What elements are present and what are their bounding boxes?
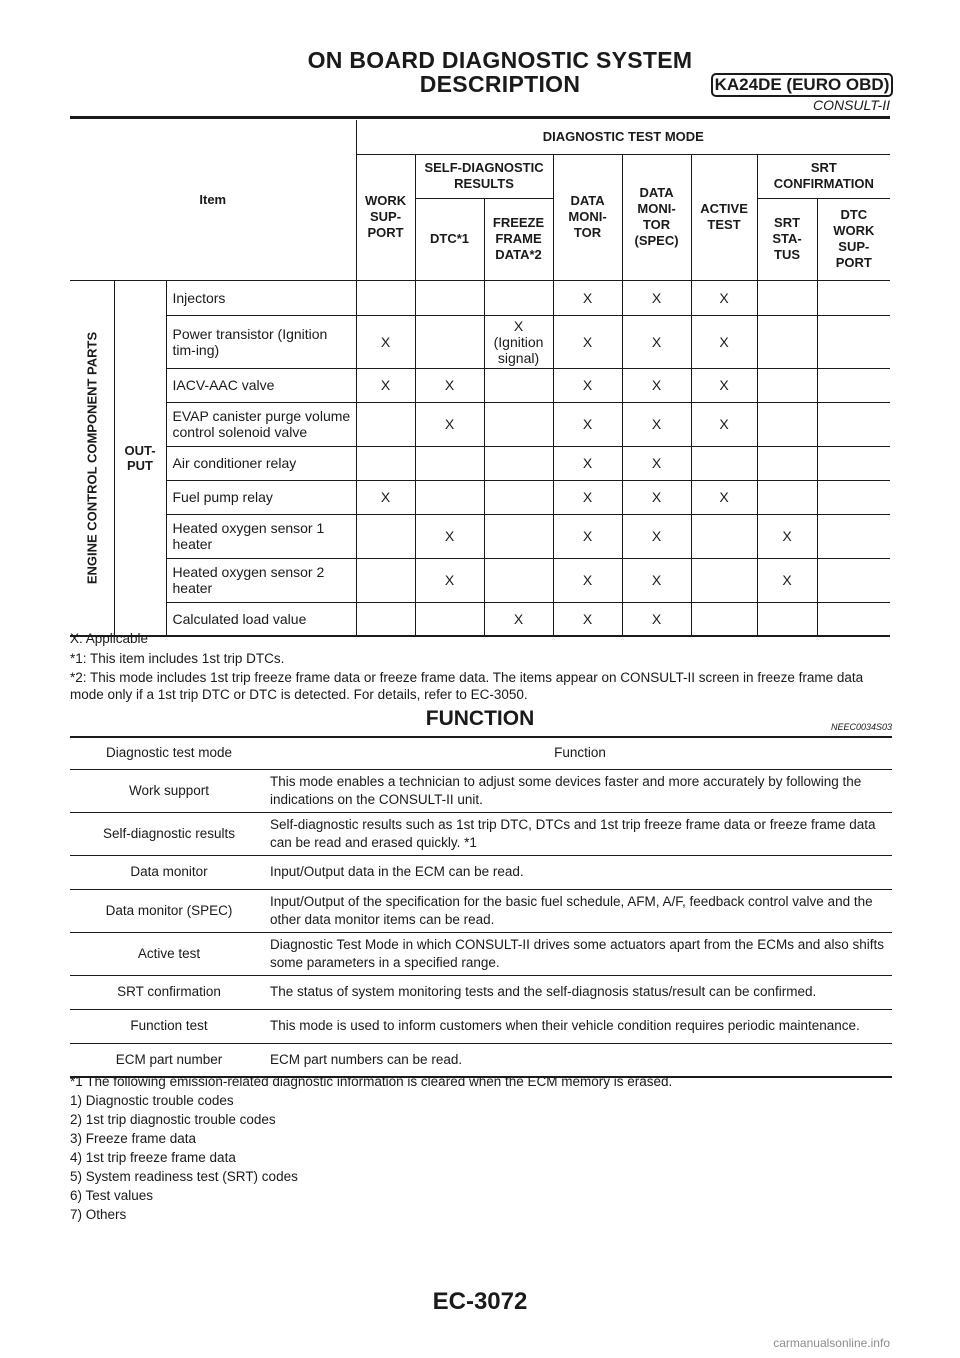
mode-name: Self-diagnostic results [70,812,268,855]
table-row [70,558,890,602]
data-monitor-spec-header: DATA MONI-TOR (SPEC) [622,154,691,280]
mode-name: Active test [70,932,268,975]
list-item: 1) Diagnostic trouble codes [70,1093,234,1108]
function-row [70,855,892,889]
srt-status-header: SRT STA-TUS [757,198,817,280]
component-name: Injectors [166,280,356,315]
applicability-cell: X [553,280,622,315]
function-table [70,736,892,1078]
applicability-cell [757,280,817,315]
applicability-cell [817,446,890,480]
applicability-cell: X [757,514,817,558]
header-rule [70,116,890,119]
list-item: 5) System readiness test (SRT) codes [70,1169,298,1184]
list-item: 2) 1st trip diagnostic trouble codes [70,1112,276,1127]
component-name: Air conditioner relay [166,446,356,480]
component-name: IACV-AAC valve [166,368,356,402]
applicability-cell: X [691,368,757,402]
applicability-cell: X [622,480,691,514]
applicability-cell [817,402,890,446]
applicability-cell [757,315,817,368]
list-item: 4) 1st trip freeze frame data [70,1150,236,1165]
applicability-cell [691,514,757,558]
page-title-line2: DESCRIPTION [419,71,581,97]
table-row [70,368,890,402]
applicability-cell: X [356,315,415,368]
mode-name: Data monitor (SPEC) [70,889,268,932]
self-diagnostic-header: SELF-DIAGNOSTIC RESULTS [415,154,553,198]
footnote-1: *1: This item includes 1st trip DTCs. [70,651,285,666]
applicability-cell [757,446,817,480]
applicability-cell: X [356,480,415,514]
mode-name: SRT confirmation [70,975,268,1009]
applicability-cell [415,280,484,315]
applicability-cell: X [622,602,691,636]
group-label: ENGINE CONTROL COMPONENT PARTS [84,331,100,584]
erase-list [70,1091,672,1224]
applicability-cell: X [691,402,757,446]
mode-name: Function test [70,1009,268,1043]
applicability-cell: X [415,558,484,602]
function-description: Input/Output data in the ECM can be read. [268,855,892,889]
list-item: 6) Test values [70,1188,154,1203]
applicability-cell: X [553,368,622,402]
applicability-cell: X [622,446,691,480]
applicability-cell [484,402,553,446]
mode-name: Work support [70,769,268,812]
applicability-cell: X [484,602,553,636]
applicability-cell: X [691,480,757,514]
function-description: Self-diagnostic results such as 1st trip DTC, DTCs and 1st trip freeze frame data or freeze frame data can be read and erased quickly. *1 [268,812,892,855]
function-table-body [70,769,892,1077]
diagnostic-mode-table [70,120,890,637]
applicability-cell [484,558,553,602]
section-subtitle: CONSULT-II [812,97,890,113]
applicability-cell [757,480,817,514]
applicability-cell [757,402,817,446]
function-table-header-row [70,737,892,769]
applicability-cell [817,558,890,602]
applicability-cell: X [415,514,484,558]
component-name: Power transistor (Ignition tim-ing) [166,315,356,368]
item-header: Item [70,120,356,280]
applicability-cell [415,315,484,368]
applicability-cell: X (Ignition signal) [484,315,553,368]
footnote-2: *2: This mode includes 1st trip freeze frame data or freeze frame data. The items appear on CONSULT-II screen in freeze frame data mode only if a 1st trip DTC or DTC is detected. For details, refer to EC-3050. [70,670,864,702]
output-label: OUT-PUT [114,280,166,636]
applicability-cell: X [415,402,484,446]
applicability-cell [817,280,890,315]
applicability-cell [415,480,484,514]
applicability-cell: X [356,368,415,402]
applicability-cell [691,558,757,602]
applicability-cell [356,558,415,602]
table-row [70,480,890,514]
test-mode-header: DIAGNOSTIC TEST MODE [356,120,890,154]
applicability-cell [817,480,890,514]
function-row [70,889,892,932]
function-description: This mode enables a technician to adjust some devices faster and more accurately by following the indications on the CONSULT-II unit. [268,769,892,812]
applicability-cell [356,446,415,480]
applicability-cell [484,480,553,514]
applicability-cell: X [622,514,691,558]
dtc-header: DTC*1 [415,198,484,280]
function-title: FUNCTION [425,707,535,730]
srt-confirmation-header: SRT CONFIRMATION [757,154,890,198]
erase-intro: *1 The following emission-related diagnostic information is cleared when the ECM memory is erased. [70,1074,673,1089]
list-item: 7) Others [70,1207,127,1222]
main-table-body [70,280,890,636]
mode-name: Data monitor [70,855,268,889]
applicability-cell: X [622,402,691,446]
applicability-cell: X [622,558,691,602]
erase-note [70,1072,672,1224]
function-description: Diagnostic Test Mode in which CONSULT-II drives some actuators apart from the ECMs and also shifts some parameters in a specified range. [268,932,892,975]
applicability-cell [356,514,415,558]
applicability-cell: X [622,368,691,402]
function-code: NEEC0034S03 [830,722,892,732]
applicability-cell [817,368,890,402]
applicability-cell: X [415,368,484,402]
applicability-cell: X [553,315,622,368]
applicability-cell: X [553,402,622,446]
table-row [70,315,890,368]
watermark: carmanualsonline.info [773,1336,890,1350]
applicability-cell [484,514,553,558]
group-label-cell [70,280,114,636]
mode-column-header: Diagnostic test mode [105,745,233,761]
applicability-cell [415,446,484,480]
applicability-cell: X [553,480,622,514]
applicability-cell: X [691,280,757,315]
component-name: Fuel pump relay [166,480,356,514]
applicability-cell: X [691,315,757,368]
applicability-cell [817,514,890,558]
function-description: The status of system monitoring tests and the self-diagnosis status/result can be confirmed. [268,975,892,1009]
data-monitor-header: DATA MONI-TOR [553,154,622,280]
component-name: Calculated load value [166,602,356,636]
applicability-cell: X [622,315,691,368]
applicability-cell [691,446,757,480]
page-number: EC-3072 [432,1288,528,1315]
legend-note: X: Applicable [70,631,149,646]
component-name: Heated oxygen sensor 2 heater [166,558,356,602]
table-row [70,280,890,315]
page-title [300,48,700,96]
function-row [70,975,892,1009]
applicability-cell: X [622,280,691,315]
table-row [70,402,890,446]
function-description: This mode is used to inform customers when their vehicle condition requires periodic maintenance. [268,1009,892,1043]
applicability-cell [484,280,553,315]
applicability-cell: X [553,446,622,480]
applicability-cell [484,446,553,480]
function-row [70,932,892,975]
function-row [70,769,892,812]
table-row [70,446,890,480]
page-title-line1: ON BOARD DIAGNOSTIC SYSTEM [307,47,693,73]
applicability-cell [817,315,890,368]
applicability-cell: X [553,602,622,636]
component-name: Heated oxygen sensor 1 heater [166,514,356,558]
component-name: EVAP canister purge volume control solenoid valve [166,402,356,446]
function-row [70,1009,892,1043]
applicability-cell: X [757,558,817,602]
applicability-cell: X [553,558,622,602]
function-description: ECM part numbers can be read. [268,1043,892,1077]
engine-badge: KA24DE (EURO OBD) [711,73,893,97]
active-test-header: ACTIVE TEST [691,154,757,280]
applicability-cell: X [553,514,622,558]
list-item: 3) Freeze frame data [70,1131,197,1146]
function-description: Input/Output of the specification for the basic fuel schedule, AFM, A/F, feedback control valve and the other data monitor items can be read. [268,889,892,932]
mode-name: ECM part number [70,1043,268,1077]
applicability-cell [757,368,817,402]
applicability-cell [484,368,553,402]
applicability-cell [356,402,415,446]
function-row [70,812,892,855]
applicability-cell [356,280,415,315]
function-column-header: Function [554,745,606,761]
table-row [70,514,890,558]
dtc-work-support-header: DTC WORK SUP-PORT [817,198,890,280]
freeze-frame-header: FREEZE FRAME DATA*2 [484,198,553,280]
work-support-header: WORK SUP-PORT [356,154,415,280]
